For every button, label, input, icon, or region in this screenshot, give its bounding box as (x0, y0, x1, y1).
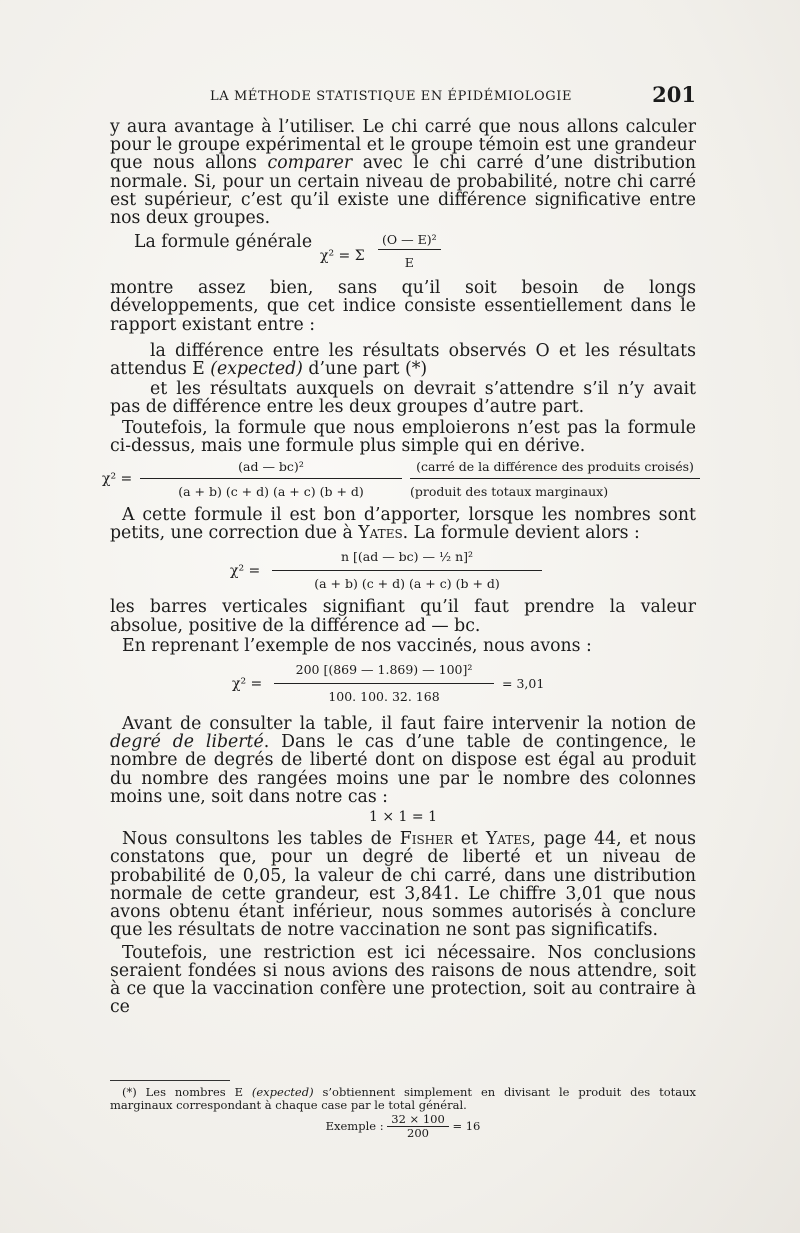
paragraph: et les résultats auxquels on devrait s’attendre s’il n’y avait pas de différence entre les deux groupes d’autre part. (110, 379, 696, 418)
footnote-divider (110, 1080, 230, 1081)
simplified-formula (102, 458, 696, 506)
formula-result: = 3,01 (502, 676, 545, 692)
formula-note-denominator: (produit des totaux marginaux) (410, 478, 700, 501)
formula-numerator: (O — E)² (382, 232, 437, 248)
formula-lhs: χ² = (232, 676, 263, 693)
degrees-of-freedom-equation: 1 × 1 = 1 (369, 809, 437, 826)
paragraph: A cette formule il est bon d’apporter, lorsque les nombres sont petits, une correction due à Yates. La formule devient alors : (110, 505, 696, 544)
example-calculation (110, 661, 696, 711)
formula-numerator: n [(ad — bc) — ½ n]² (340, 549, 474, 565)
formula-note-numerator: (carré de la différence des produits croisés) (416, 459, 694, 475)
formula-denominator: (a + b) (c + d) (a + c) (b + d) (140, 478, 402, 501)
paragraph: En reprenant l’exemple de nos vaccinés, nous avons : (122, 635, 592, 656)
general-formula-line (110, 231, 696, 275)
formula-denominator: E (378, 249, 441, 272)
formula-lhs: χ² = Σ (320, 248, 365, 265)
paragraph: Nous consultons les tables de Fisher et Yates, page 44, et nous constatons que, pour un degré de liberté et un niveau de probabilité de 0,05, la valeur de chi carré, dans une distribution normale de cette grandeur, est 3,841. Le chiffre 3,01 que nous avons obtenu étant inférieur, nous sommes autorisés à conclure que les résultats de notre vaccination ne sont pas significatifs. (110, 829, 697, 941)
page-header (110, 84, 696, 108)
paragraph: y aura avantage à l’utiliser. Le chi carré que nous allons calculer pour le groupe expérimental et le groupe témoin est une grandeur que nous allons comparer avec le chi carré d’une distribution normale. Si, pour un certain niveau de probabilité, notre chi carré est supérieur, c’est qu’il existe une différence significative entre nos deux groupes. (110, 117, 696, 229)
formula-denominator: 100. 100. 32. 168 (274, 683, 494, 706)
page-number: 201 (652, 82, 696, 107)
formula-lhs: χ² = (230, 563, 261, 580)
footnote-example: Exemple : $\frac{32 \times 100}{200}$ = 16 (325, 1112, 481, 1140)
paragraph: Toutefois, la formule que nous emploierons n’est pas la formule ci-dessus, mais une formule plus simple qui en dérive. (110, 417, 696, 456)
paragraph: montre assez bien, sans qu’il soit besoin de longs développements, que cet indice consiste essentiellement dans le rapport existant entre : (110, 278, 696, 335)
formula-fraction (378, 231, 441, 272)
body-text (102, 117, 697, 1018)
footnote-text: (*) Les nombres E (expected) s’obtiennent simplement en divisant le produit des totaux marginaux correspondant à chaque case par le total général. (110, 1085, 696, 1112)
paragraph: Avant de consulter la table, il faut faire intervenir la notion de degré de liberté. Dans le cas d’une table de contingence, le nombre de degrés de liberté dont on dispose est égal au produit du nombre des rangées moins une par le nombre des colonnes moins une, soit dans notre cas : (110, 714, 696, 807)
formula-denominator: (a + b) (c + d) (a + c) (b + d) (272, 570, 542, 593)
paragraph-lead: La formule générale (134, 232, 313, 253)
footnote-fraction: $\frac{32 \times 100}{200}$ (387, 1113, 449, 1139)
paragraph: Toutefois, une restriction est ici nécessaire. Nos conclusions seraient fondées si nous avions des raisons de nous attendre, soit à ce que la vaccination confère une protection, soit au contraire à ce (110, 942, 696, 1018)
formula-numerator: 200 [(869 — 1.869) — 100]² (295, 662, 473, 678)
paragraph: la différence entre les résultats observés O et les résultats attendus E (expected) d’une part (*) (110, 340, 696, 380)
running-head: LA MÉTHODE STATISTIQUE EN ÉPIDÉMIOLOGIE (210, 89, 573, 104)
footnote (110, 1086, 696, 1139)
formula-numerator: (ad — bc)² (238, 459, 304, 475)
yates-formula (110, 548, 696, 598)
paragraph: les barres verticales signifiant qu’il faut prendre la valeur absolue, positive de la différence ad — bc. (110, 597, 696, 636)
formula-lhs: χ² = (102, 471, 133, 488)
